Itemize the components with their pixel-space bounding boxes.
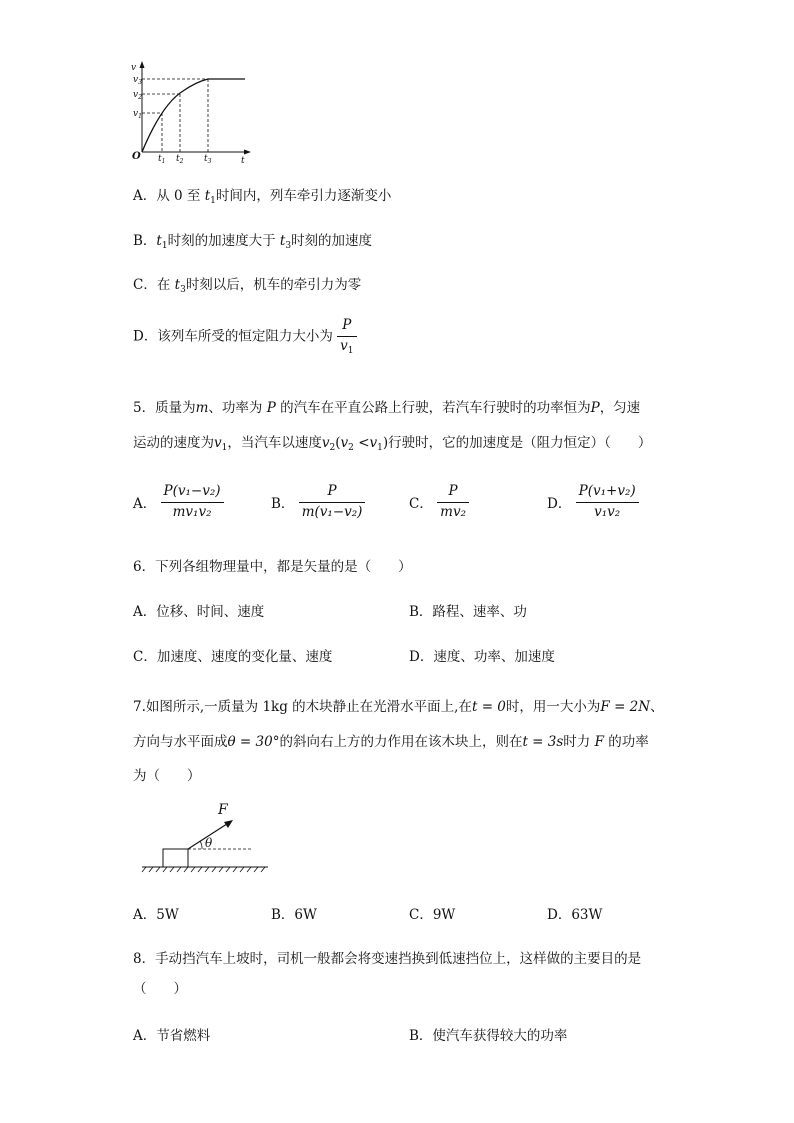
- q7-stem-line1: 7.如图所示,一质量为 1kg 的木块静止在光滑水平面上,在t = 0时，用一大小为F = 2N、: [133, 699, 664, 715]
- q6-stem: 6．下列各组物理量中，都是矢量的是（ ）: [133, 559, 412, 575]
- force-arrow-head: [224, 820, 233, 828]
- q4-option-b[interactable]: B．$t_1$时刻的加速度大于 $t_3$时刻的加速度: [133, 233, 373, 251]
- q8-option-a[interactable]: A．节省燃料: [133, 1028, 211, 1044]
- q6-option-b[interactable]: B．路程、速率、功: [409, 604, 527, 620]
- q5-a-fraction: $\frac{\text{P(v₁−v₂)}}{\text{mv₁v₂}}$: [161, 484, 224, 520]
- q7-option-a[interactable]: A．5W: [133, 907, 179, 923]
- axis-v-label: v: [131, 63, 137, 73]
- y-label-v3: $v_3$: [133, 75, 142, 86]
- x-label-t1: $t_1$: [158, 154, 166, 165]
- q6-option-a[interactable]: A．位移、时间、速度: [133, 604, 265, 620]
- q7-option-b[interactable]: B．6W: [271, 907, 317, 923]
- q5-d-fraction: $\frac{\text{P(v₁+v₂)}}{\text{v₁v₂}}$: [576, 484, 639, 520]
- force-label: F: [218, 802, 228, 818]
- q7-option-c[interactable]: C．9W: [409, 907, 456, 923]
- v-axis-arrow: [140, 61, 145, 68]
- angle-arc: [200, 841, 202, 849]
- q4-option-c[interactable]: C．在 $t_3$时刻以后，机车的牵引力为零: [133, 277, 362, 295]
- q6-option-d[interactable]: D．速度、功率、加速度: [409, 649, 555, 665]
- q5-c-fraction: $\frac{P}{\text{mv₂}}$: [437, 484, 469, 520]
- q7-stem-line2: 方向与水平面成θ = 30°的斜向右上方的力作用在该木块上，则在t = 3s时力 F 的功率: [133, 734, 649, 750]
- y-label-v2: $v_2$: [133, 90, 142, 101]
- q8-option-b[interactable]: B．使汽车获得较大的功率: [409, 1028, 568, 1044]
- q5-stem-line2: 运动的速度为$v_1$，当汽车以速度$v_2(v_2 <v_1)$行驶时，它的加速度是（阻力恒定）（ ）: [133, 435, 652, 453]
- q5-stem-line1: 5．质量为m、功率为 P 的汽车在平直公路上行驶，若汽车行驶时的功率恒为P，匀速: [133, 400, 641, 416]
- x-label-t2: $t_2$: [176, 154, 184, 165]
- velocity-time-graph: [128, 60, 254, 165]
- velocity-curve: [142, 79, 245, 152]
- fraction-p-over-v1: $\frac{P}{v_1}$: [337, 318, 356, 356]
- ground-hatching: [142, 867, 265, 872]
- angle-label: θ: [205, 836, 213, 850]
- q8-stem-line1: 8．手动挡汽车上坡时，司机一般都会将变速挡换到低速挡位上，这样做的主要目的是: [133, 951, 642, 967]
- q5-option-b[interactable]: B． $\frac{P}{\text{m(v₁−v₂)}}$: [271, 484, 365, 520]
- q5-option-c[interactable]: C． $\frac{P}{\text{mv₂}}$: [409, 484, 469, 520]
- q4-option-d[interactable]: D．该列车所受的恒定阻力大小为 $\frac{P}{v_1}$: [133, 318, 357, 356]
- guide-lines: [142, 79, 208, 152]
- t-axis-arrow: [244, 150, 251, 155]
- q8-stem-line2: （ ）: [133, 981, 187, 997]
- origin-label: O: [132, 151, 141, 162]
- wooden-block: [163, 849, 188, 867]
- q7-stem-line3: 为（ ）: [133, 768, 201, 784]
- q6-option-c[interactable]: C．加速度、速度的变化量、速度: [133, 649, 333, 665]
- x-label-t3: $t_3$: [204, 154, 212, 165]
- axis-t-label: t: [241, 156, 245, 165]
- q5-b-fraction: $\frac{P}{\text{m(v₁−v₂)}}$: [299, 484, 366, 520]
- y-label-v1: $v_1$: [133, 109, 142, 120]
- q5-option-a[interactable]: A． $\frac{\text{P(v₁−v₂)}}{\text{mv₁v₂}}$: [133, 484, 224, 520]
- q4-option-a[interactable]: A．从 0 至 $t_1$时间内，列车牵引力逐渐变小: [133, 188, 392, 206]
- q7-option-d[interactable]: D．63W: [547, 907, 603, 923]
- q5-option-d[interactable]: D． $\frac{\text{P(v₁+v₂)}}{\text{v₁v₂}}$: [547, 484, 639, 520]
- block-force-diagram: [138, 800, 273, 875]
